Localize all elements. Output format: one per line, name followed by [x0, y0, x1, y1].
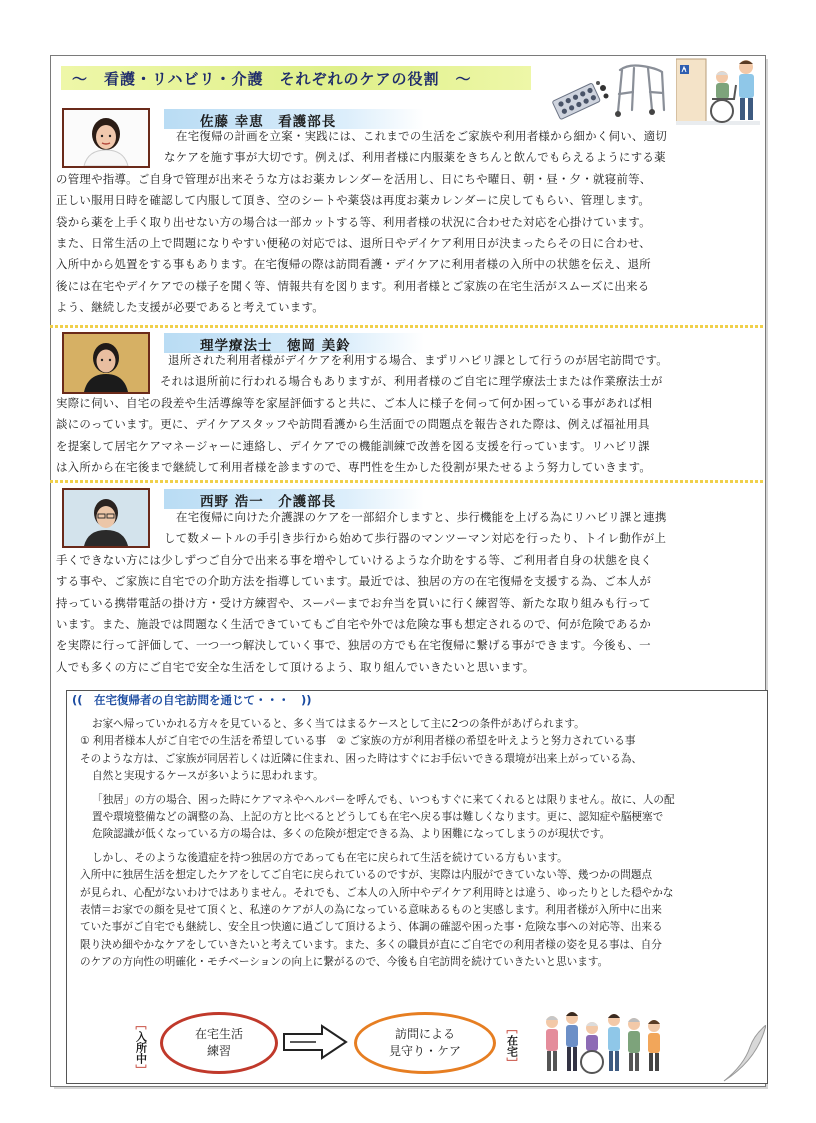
text-line: の管理や指導。ご自身で管理が出来そうな方はお薬カレンダーを活用し、日にちや曜日、朝・昼・夕・就寝前等、	[56, 171, 652, 186]
text-line: 袋から薬を上手く取り出せない方の場合は一部カットする等、利用者様の状況に合わせた対応を心掛けています。	[56, 214, 651, 229]
page-title: ～ 看護・リハビリ・介護 それぞれのケアの役割 ～	[72, 70, 472, 88]
section-text-rehab	[56, 350, 668, 478]
text-line: 危険認識が低くなっている方の場合は、多くの危険が想定できる為、より困難になってしまうのが現状です。	[92, 828, 611, 841]
text-line: しかし、そのような後遺症を持つ独居の方であっても在宅に戻られて生活を続けている方もいます。	[92, 851, 568, 864]
section-text-nursing	[56, 126, 667, 319]
bracket-top: ﹇	[506, 1022, 518, 1035]
text-line: 表情＝お家での顔を見せて頂くと、私達のケアが人の為になっている意味あるものと実感します。利用者様が入所中に出来	[80, 904, 662, 917]
text-line: する事や、ご家族に自宅での介助方法を指導しています。最近では、独居の方の在宅復帰を支援する為、ご本人が	[56, 574, 652, 589]
text-line: お家へ帰っていかれる方々を見ていると、多く当てはまるケースとして主に2つの条件があげられます。	[92, 718, 585, 730]
flow-label-inpatient	[132, 1018, 150, 1077]
text-line: 置や環境整備などの調整の為、上記の方と比べるとどうしても在宅へ戻る事は難しくなります。更に、認知症や脳梗塞で	[92, 811, 664, 824]
flow-label-home-text: 在宅	[505, 1035, 519, 1057]
text-line: を提案して居宅ケアマネージャーに連絡し、デイケアでの機能訓練で改善を図る支援を行っています。リハビリ課	[56, 438, 650, 453]
caregiver-wheelchair-icon	[676, 55, 760, 125]
page-curl	[720, 1025, 766, 1083]
bracket-bottom: ﹈	[135, 1064, 147, 1077]
text-line: それは退所前に行われる場合もありますが、利用者様のご自宅に理学療法士または作業療法士が	[160, 374, 663, 389]
text-line: そのような方は、ご家族が同居若しくは近隣に住まれ、困った時はすぐにお手伝いできる環境が出来上がっている為、	[80, 752, 643, 765]
text-line: なケアを施す事が大切です。例えば、利用者様に内服薬をきちんと飲んでもらえるようにする薬	[164, 150, 666, 165]
text-line: が見られ、心配がないわけではありません。それでも、ご本人の入所中やデイケア利用時とは違う、ゆったりとした穏やかな	[80, 886, 674, 899]
flow-oval-home-practice-text: 在宅生活 練習	[194, 1027, 243, 1058]
flow-label-home	[503, 1022, 521, 1070]
text-line: よう、継続した支援が必要であると考えています。	[56, 300, 324, 315]
text-line: 「独居」の方の場合、困った時にケアマネやヘルパーを呼んでも、いつもすぐに来てくれるとは限りません。故に、人の配	[92, 793, 675, 806]
text-line: また、日常生活の上で問題になりやすい便秘の対応では、退所日やデイケア利用日が決まったらその日に合わせ、	[56, 236, 651, 251]
bracket-bottom: ﹈	[506, 1057, 518, 1070]
text-line: は入所から在宅後まで継続して利用者様を診ますので、専門性を生かした役割が果たせるよう努力していきます。	[56, 460, 652, 475]
text-line: して数メートルの手引き歩行から始めて歩行器のマンツーマン対応を行ったり、トイレ動作が上	[164, 531, 667, 546]
text-line: 限り決め細やかなケアをしていきたいと考えています。また、多くの職員が直にご自宅での利用者様の姿を見る事は、自分	[80, 938, 662, 951]
text-line: います。また、施設では問題なく生活できていてもご自宅や外では危険な事も想定されるので、何が危険であるか	[56, 617, 652, 632]
text-line: 入所中に独居生活を想定したケアをしてご自宅に戻られているのですが、実際は内服ができていない等、幾つかの問題点	[80, 869, 653, 882]
text-line: 自然と実現するケースが多いように思われます。	[92, 770, 324, 783]
text-line: 談にのっています。更に、デイケアスタッフや訪問看護から生活面での問題点を報告された際は、例えば福祉用具	[56, 417, 650, 432]
flow-oval-home-practice	[160, 1012, 278, 1074]
elderly-group-illustration	[540, 1008, 672, 1078]
medicine-pills-icon	[548, 80, 610, 120]
text-line: 持っている携帯電話の掛け方・受け方練習や、スーパーまでお弁当を買いに行く練習等、新たな取り組みも行って	[56, 595, 651, 610]
text-line: 手くできない方には少しずつご自分で出来る事を増やしていけるような介助をする等、ご利用者自身の状態を良く	[56, 552, 653, 567]
text-line: 入所中から処置をする事もあります。在宅復帰の際は訪問看護・デイケアに利用者様の入所中の状態を伝え、退所	[56, 257, 651, 272]
text-line: 実際に伺い、自宅の段差や生活導線等を家屋評価すると共に、ご本人に様子を伺って何か困っている事があれば相	[56, 395, 653, 410]
flow-label-inpatient-text: 入所中	[134, 1031, 148, 1064]
walker-icon	[612, 60, 670, 118]
arrow-right-icon	[282, 1024, 348, 1060]
text-line: 正しい服用日時を確認して内服して頂き、空のシートや薬袋は再度お薬カレンダーに戻してもらい、管理します。	[56, 193, 651, 208]
flow-oval-visit-care	[354, 1012, 496, 1074]
text-line: のケアの方向性の明確化・モチベーションの向上に繋がるので、今後も自宅訪問を続けていきたいと思います。	[80, 956, 609, 969]
text-line: 在宅復帰の計画を立案・実践には、これまでの生活をご家族や利用者様から細かく伺い、適切	[176, 129, 668, 143]
flow-oval-visit-care-text: 訪問による 見守り・ケア	[388, 1027, 461, 1058]
text-line: 後には在宅やデイケアでの様子を聞く等、情報共有を図ります。利用者様とご家族の在宅生活がスムーズに出来る	[56, 278, 650, 293]
text-line: 在宅復帰に向けた介護課のケアを一部紹介しますと、歩行機能を上げる為にリハビリ課と連携	[176, 510, 667, 524]
text-line: ① 利用者様本人がご自宅での生活を希望している事 ② ご家族の方が利用者様の希望を叶えようと努力されている事	[80, 735, 636, 748]
bracket-top: ﹇	[135, 1018, 147, 1031]
staff-name-rehab: 理学療法士 徳岡 美鈴	[200, 338, 351, 354]
text-line: ていた事がご自宅でも継続し、安全且つ快適に過ごして頂けるよう、体調の確認や困った事・危険な事への対応等、出来る	[80, 921, 663, 934]
text-line: 退所された利用者様がデイケアを利用する場合、まずリハビリ課として行うのが居宅訪問です。	[168, 353, 668, 367]
staff-name-care: 西野 浩一 介護部長	[200, 494, 337, 510]
home-visit-title: (( 在宅復帰者の自宅訪問を通じて・・・ ))	[72, 693, 312, 707]
text-line: 人でも多くの方にご自宅で安全な生活をして頂けるよう、取り組んでいきたいと思います。	[56, 659, 535, 674]
text-line: を実際に行って評価して、一つ一つ解決していく事で、独居の方でも在宅復帰に繋げる事ができます。今後も、一	[56, 638, 651, 653]
home-visit-text	[80, 716, 675, 972]
section-divider	[50, 480, 764, 483]
section-divider	[50, 325, 764, 328]
section-text-care	[56, 507, 667, 678]
staff-name-nursing: 佐藤 幸恵 看護部長	[200, 114, 337, 130]
